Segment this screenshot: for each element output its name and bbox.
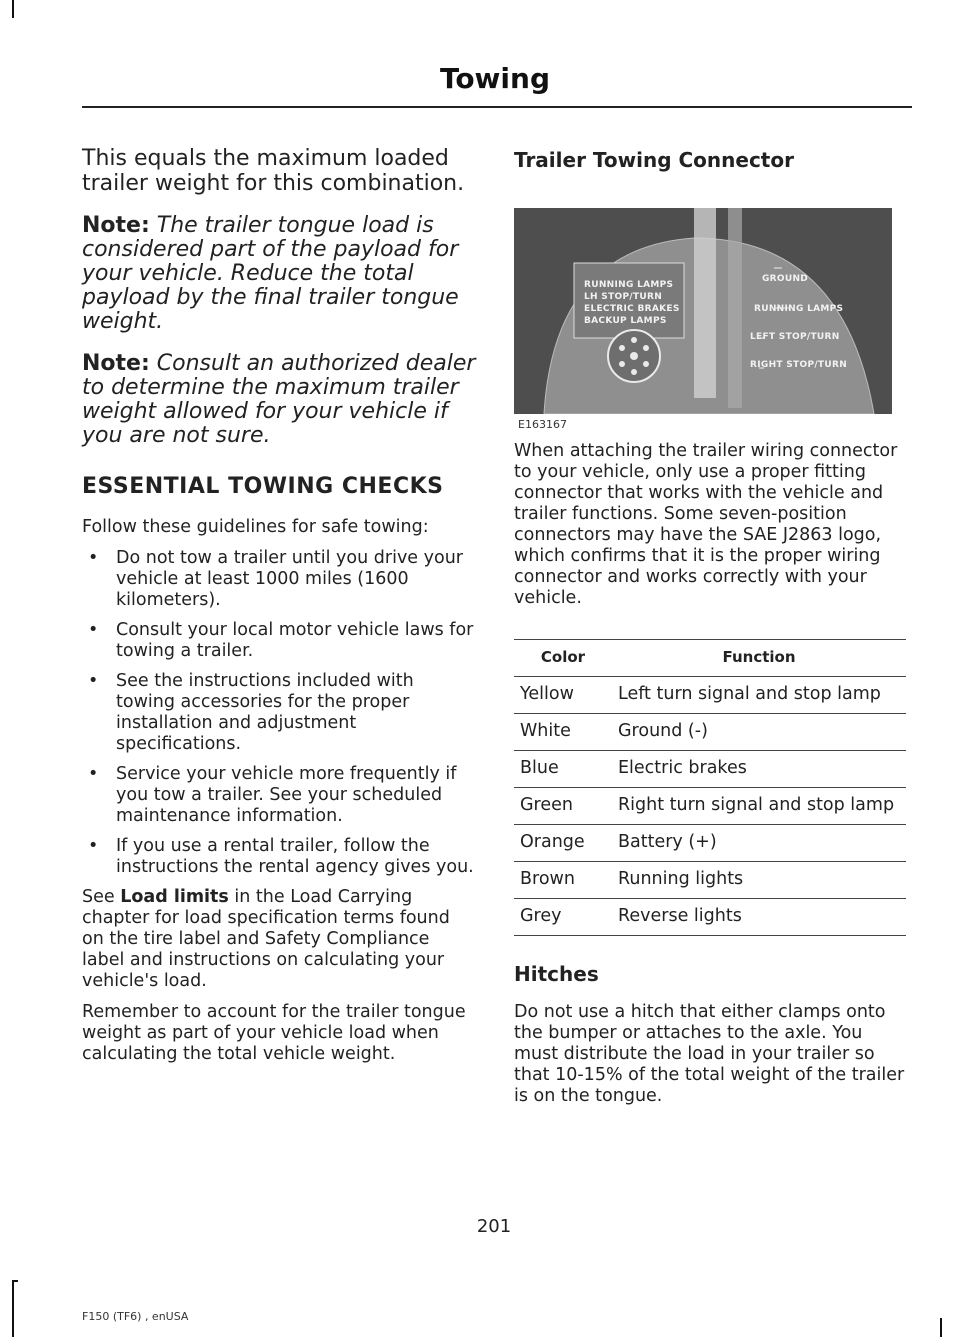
function-cell: Running lights [612, 862, 906, 899]
figure-label: RIGHT STOP/TURN [750, 360, 848, 370]
connector-paragraph: When attaching the trailer wiring connector to your vehicle, only use a proper fitting connector that works with the vehicle and trailer functions. Some seven-position connectors may have the SAE J2863 logo, which confirms that it is the proper wiring connector and works correctly with your vehicle. [514, 441, 898, 608]
right-column [514, 146, 908, 1117]
note-dealer [82, 352, 476, 448]
lead-paragraph: This equals the maximum loaded trailer weight for this combination. [82, 146, 465, 196]
text-span: See [82, 887, 121, 907]
figure-label: LH STOP/TURN [584, 292, 663, 302]
note-label: Note: [82, 351, 150, 376]
list-item: • If you use a rental trailer, follow the instructions the rental agency gives you. [82, 836, 476, 878]
table-row [514, 862, 906, 899]
table-row [514, 751, 906, 788]
figure-label: GROUND [762, 274, 809, 284]
intro-paragraph: Follow these guidelines for safe towing: [82, 517, 429, 537]
function-cell: Right turn signal and stop lamp [612, 788, 906, 825]
function-cell: Battery (+) [612, 825, 906, 862]
table-row [514, 788, 906, 825]
color-cell: Yellow [514, 677, 612, 714]
table-row [514, 714, 906, 751]
figure-code: E163167 [518, 418, 567, 431]
figure-label: LEFT STOP/TURN [750, 332, 840, 342]
figure-label: RUNNING LAMPS [584, 280, 674, 290]
color-cell: Green [514, 788, 612, 825]
figure-label: RUNNING LAMPS [754, 304, 844, 314]
color-cell: Brown [514, 862, 612, 899]
color-cell: Orange [514, 825, 612, 862]
remember-paragraph: Remember to account for the trailer tongue weight as part of your vehicle load when calculating the total vehicle weight. [82, 1002, 466, 1064]
connector-figure [514, 208, 892, 414]
note-text: Consult an authorized dealer to determine the maximum trailer weight allowed for your vehicle if you are not sure. [82, 351, 476, 448]
load-limits-link[interactable]: Load limits [120, 887, 229, 907]
list-item: • Do not tow a trailer until you drive your vehicle at least 1000 miles (1600 kilometers). [82, 548, 476, 611]
page-number: 201 [476, 1216, 512, 1237]
color-cell: Grey [514, 899, 612, 936]
note-payload [82, 214, 476, 334]
table-row [514, 825, 906, 862]
table-row [514, 899, 906, 936]
text-span: in the Load Carrying chapter for load specification terms found on the tire label and Safety Compliance label and instructions on calculating your vehicle's load. [82, 887, 450, 991]
color-cell: Blue [514, 751, 612, 788]
figure-label: BACKUP LAMPS [584, 316, 667, 326]
function-cell: Left turn signal and stop lamp [612, 677, 906, 714]
crop-mark [12, 1280, 18, 1282]
note-label: Note: [82, 213, 150, 238]
load-limits-paragraph [82, 887, 476, 992]
table-header-row [514, 640, 906, 677]
function-cell: Electric brakes [612, 751, 906, 788]
guideline-list [82, 548, 476, 878]
header-divider [82, 106, 912, 108]
section-heading: ESSENTIAL TOWING CHECKS [82, 474, 444, 499]
color-cell: White [514, 714, 612, 751]
column-header: Color [514, 640, 612, 677]
list-item: • See the instructions included with towing accessories for the proper installation and adjustment specifications. [82, 671, 476, 755]
page-title: Towing [439, 62, 550, 95]
hitches-paragraph: Do not use a hitch that either clamps onto the bumper or attaches to the axle. You must distribute the load in your trailer so that 10-15% of the total weight of the trailer is on the tongue. [514, 1002, 905, 1106]
crop-mark [12, 1280, 14, 1337]
column-header: Function [612, 640, 906, 677]
list-item: • Service your vehicle more frequently if you tow a trailer. See your scheduled maintenance information. [82, 764, 476, 827]
wiring-table [514, 639, 906, 936]
footer-text: F150 (TF6) , enUSA [82, 1310, 189, 1323]
list-item: • Consult your local motor vehicle laws for towing a trailer. [82, 620, 476, 662]
connector-heading: Trailer Towing Connector [514, 148, 794, 172]
crop-mark [12, 0, 14, 18]
hitches-heading: Hitches [514, 962, 599, 986]
note-text: The trailer tongue load is considered part of the payload for your vehicle. Reduce the total payload by the final trailer tongue weight. [82, 213, 459, 334]
figure-label: ELECTRIC BRAKES [584, 304, 680, 314]
table-row [514, 677, 906, 714]
function-cell: Ground (-) [612, 714, 906, 751]
function-cell: Reverse lights [612, 899, 906, 936]
left-column [82, 146, 476, 1075]
crop-mark [940, 1318, 942, 1337]
